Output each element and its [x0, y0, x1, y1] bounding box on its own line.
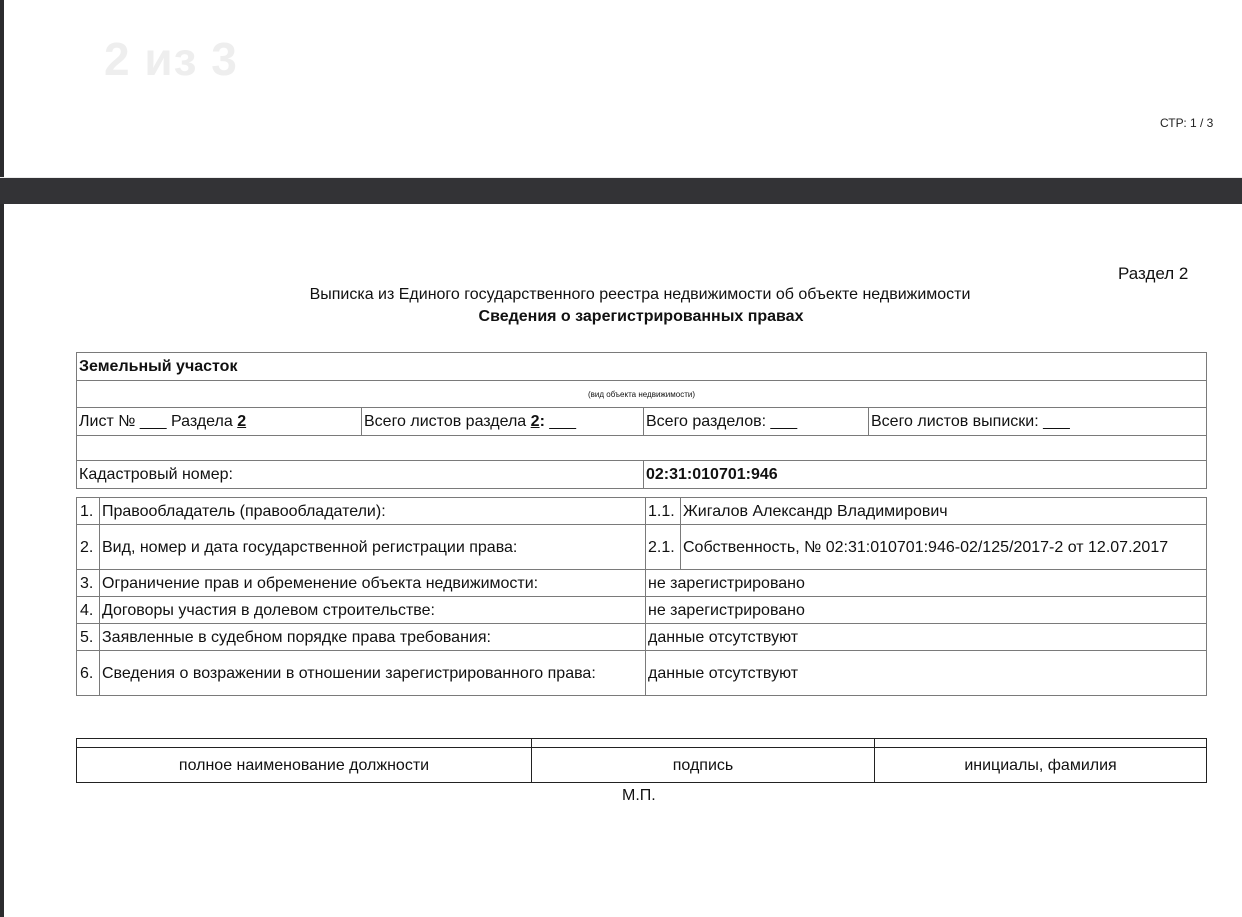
position-field — [77, 739, 532, 748]
table-row: 6. Сведения о возражении в отношении зарегистрированного права: данные отсутствуют — [77, 651, 1207, 696]
cadastral-number: 02:31:010701:946 — [644, 461, 1207, 489]
signature-caption: подпись — [532, 748, 875, 783]
signature-table — [76, 738, 1207, 783]
page-indicator: 2 из 3 — [104, 33, 238, 85]
total-sheets-cell: Всего листов выписки: ___ — [869, 408, 1207, 436]
rights-table — [76, 497, 1207, 696]
table-row: 4. Договоры участия в долевом строительстве: не зарегистрировано — [77, 597, 1207, 624]
sheet-number-cell: Лист № ___ Раздела 2 — [77, 408, 362, 436]
section-label: Раздел 2 — [1118, 264, 1189, 283]
registration-info: Собственность, № 02:31:010701:946-02/125/2017-2 от 12.07.2017 — [681, 525, 1207, 570]
position-caption: полное наименование должности — [77, 748, 532, 783]
header-table — [76, 352, 1207, 489]
object-type: Земельный участок — [77, 353, 1207, 381]
table-row: 1. Правообладатель (правообладатели): 1.1. Жигалов Александр Владимирович — [77, 498, 1207, 525]
document-title: Выписка из Единого государственного реестра недвижимости об объекте недвижимости — [309, 286, 971, 303]
table-row: 3. Ограничение прав и обременение объекта недвижимости: не зарегистрировано — [77, 570, 1207, 597]
viewer-left-edge — [0, 0, 4, 917]
total-sections-cell: Всего разделов: ___ — [644, 408, 869, 436]
blank-row — [77, 436, 1207, 461]
object-type-caption: (вид объекта недвижимости) — [77, 381, 1207, 408]
name-field — [875, 739, 1207, 748]
sheets-in-section-cell: Всего листов раздела 2: ___ — [362, 408, 644, 436]
page-counter: СТР: 1 / 3 — [1160, 116, 1214, 130]
stamp-place: М.П. — [622, 787, 656, 804]
document-subtitle: Сведения о зарегистрированных правах — [478, 308, 804, 325]
table-row: 2. Вид, номер и дата государственной регистрации права: 2.1. Собственность, № 02:31:010701:946-02/125/2017-2 от 12.07.2017 — [77, 525, 1207, 570]
page-divider — [0, 177, 1242, 204]
cadastral-label: Кадастровый номер: — [77, 461, 644, 489]
name-caption: инициалы, фамилия — [875, 748, 1207, 783]
signature-field — [532, 739, 875, 748]
right-holder: Жигалов Александр Владимирович — [681, 498, 1207, 525]
table-row: 5. Заявленные в судебном порядке права требования: данные отсутствуют — [77, 624, 1207, 651]
section-number: 2 — [237, 413, 247, 430]
